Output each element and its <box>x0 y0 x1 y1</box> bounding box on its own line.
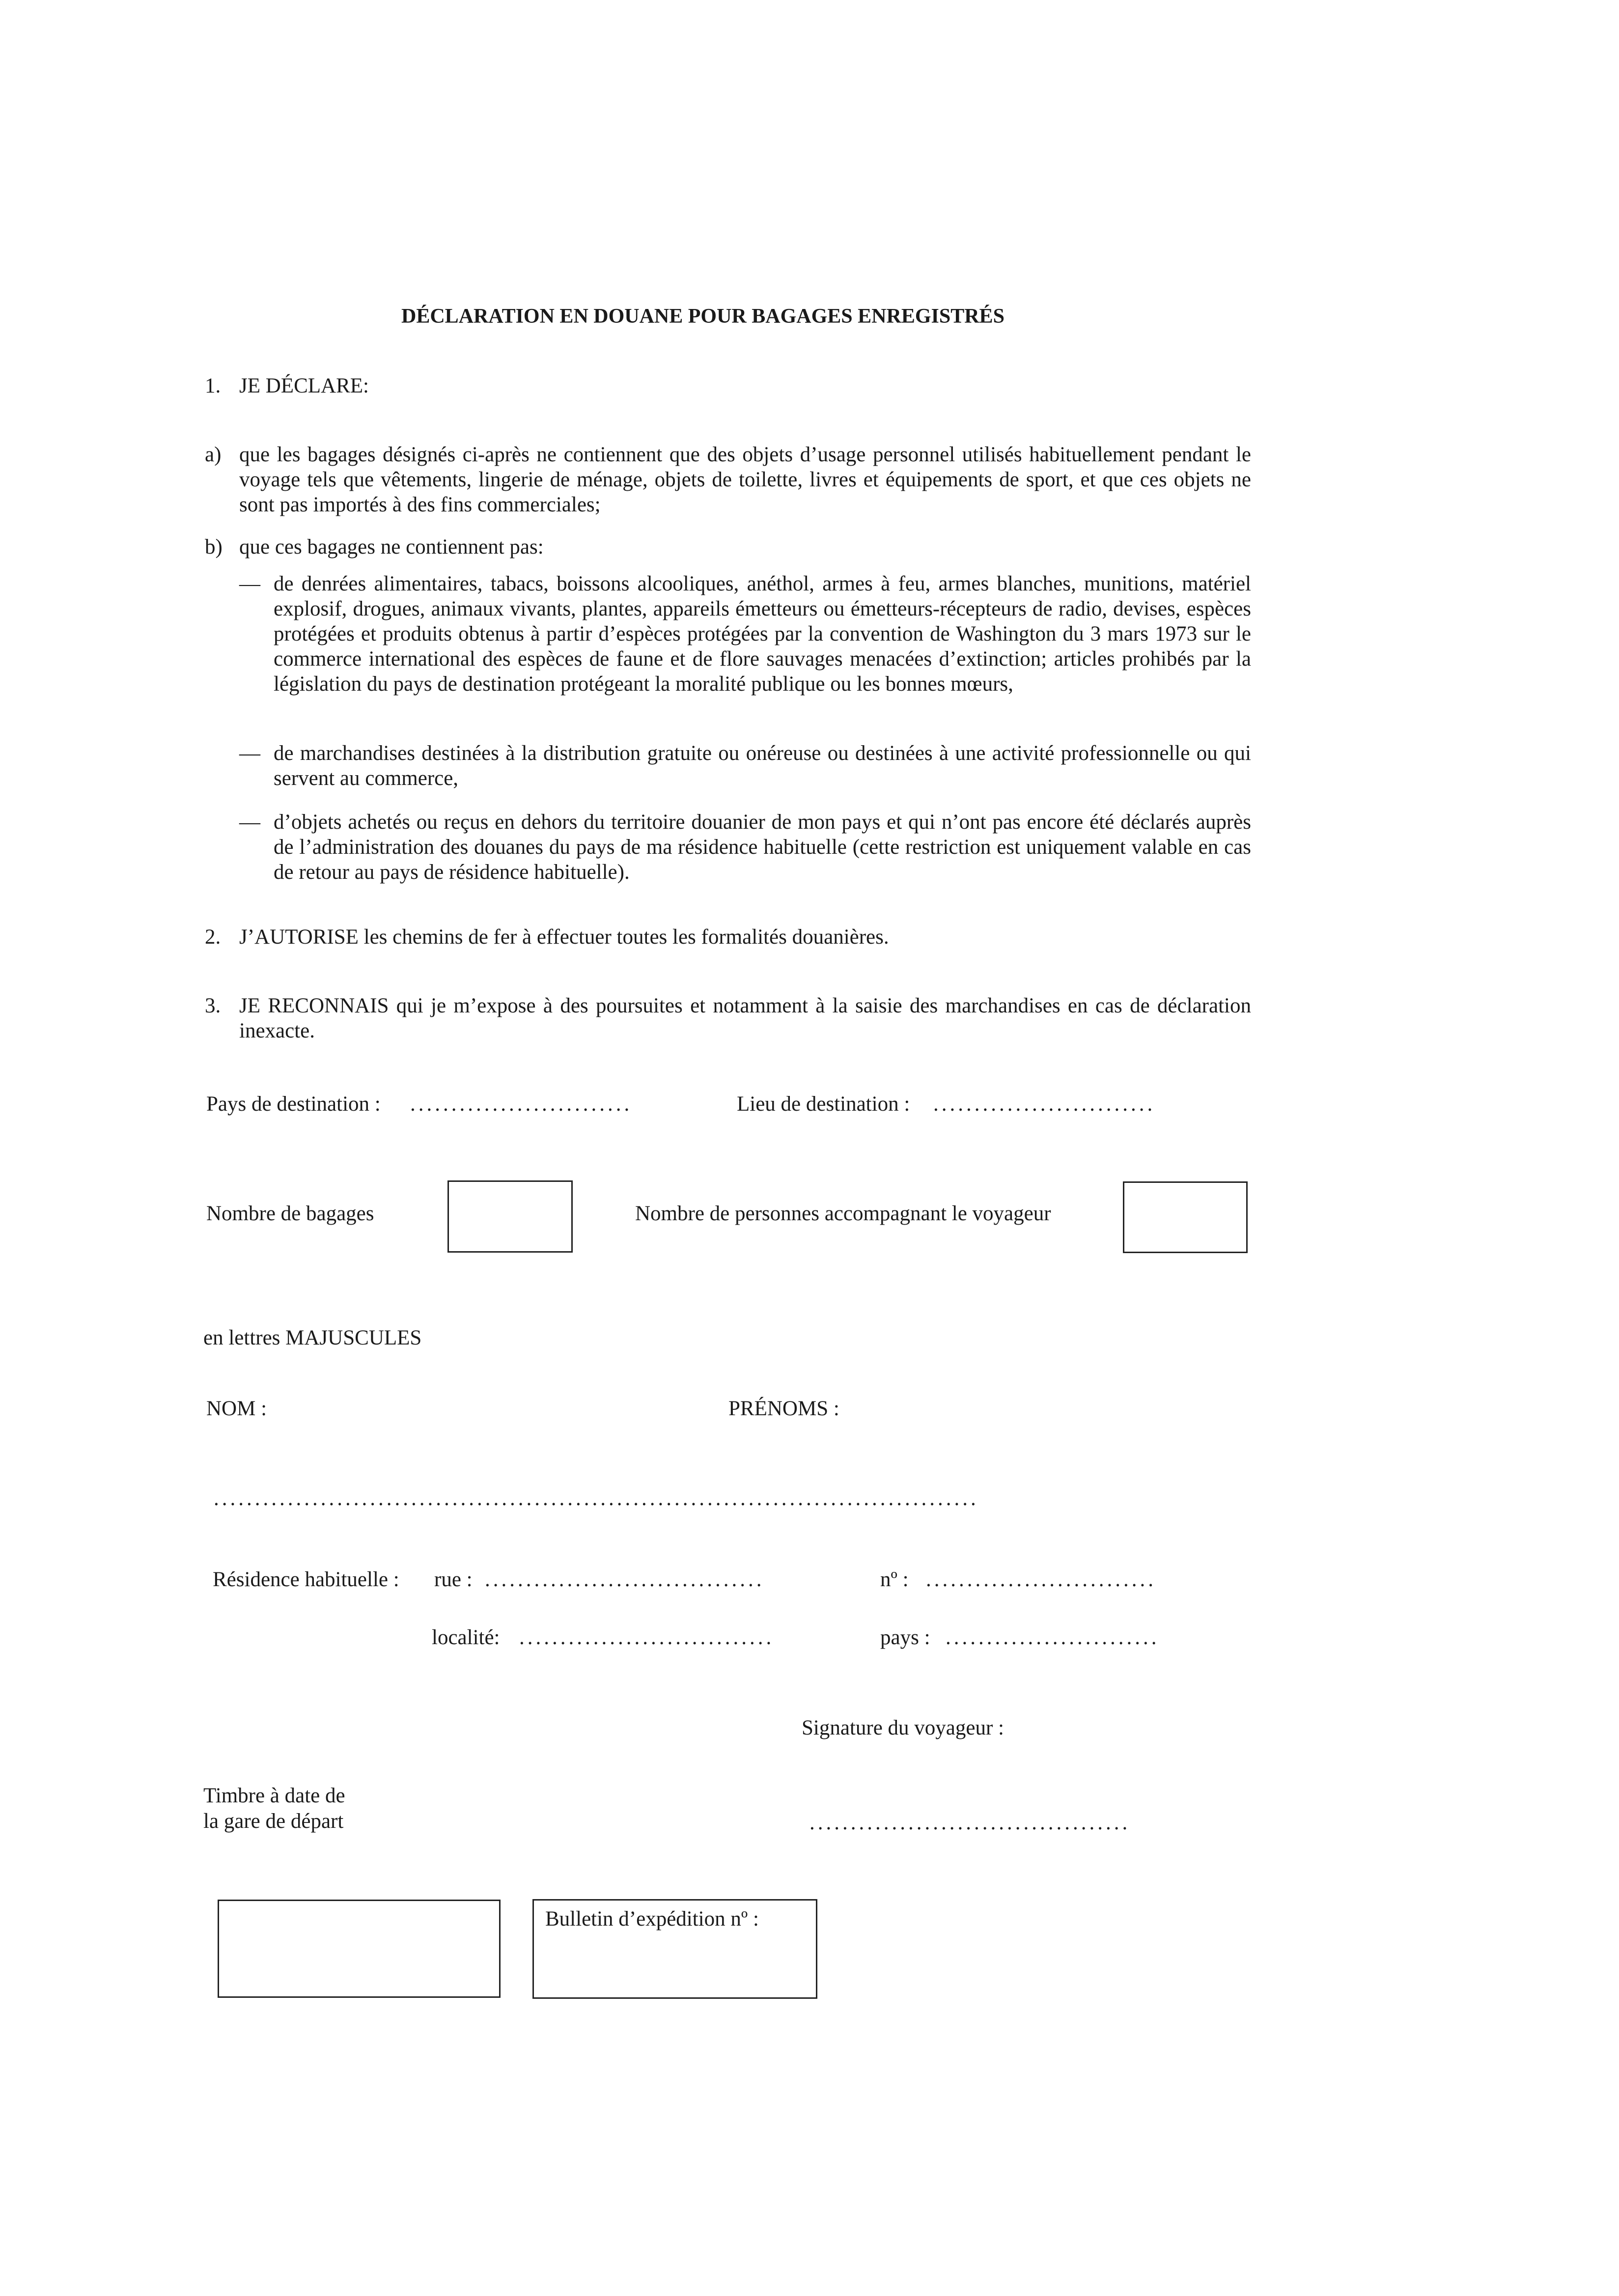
bulletin-expedition-box[interactable] <box>532 1899 817 1999</box>
section3-text: JE RECONNAIS qui je m’expose à des poursuites et notamment à la saisie des marchandises en cas de déclaration inexacte. <box>239 994 1251 1042</box>
section1-number: 1. <box>205 374 221 397</box>
lieu-destination-label: Lieu de destination : <box>737 1092 910 1116</box>
name-field[interactable]: ............................................................................................. <box>214 1487 979 1510</box>
localite-label: localité: <box>432 1626 500 1649</box>
bullet-dash: — <box>239 811 260 834</box>
section2-number: 2. <box>205 925 221 949</box>
pays-field[interactable]: .......................... <box>946 1626 1160 1649</box>
bullet-dash: — <box>239 742 260 765</box>
timbre-label-line1: Timbre à date de <box>203 1784 345 1807</box>
document-title: DÉCLARATION EN DOUANE POUR BAGAGES ENREGISTRÉS <box>401 305 1005 328</box>
item-b-label: b) <box>205 535 223 559</box>
residence-label: Résidence habituelle : <box>213 1568 399 1591</box>
section2-text: J’AUTORISE les chemins de fer à effectuer toutes les formalités douanières. <box>239 925 889 949</box>
nom-label: NOM : <box>206 1397 267 1420</box>
timbre-stamp-box[interactable] <box>218 1900 501 1998</box>
prenoms-label: PRÉNOMS : <box>728 1397 839 1420</box>
rue-field[interactable]: .................................. <box>485 1568 765 1591</box>
nombre-personnes-label: Nombre de personnes accompagnant le voyageur <box>635 1202 1051 1225</box>
pays-label: pays : <box>880 1626 930 1649</box>
signature-label: Signature du voyageur : <box>802 1716 1004 1739</box>
majuscules-note: en lettres MAJUSCULES <box>203 1326 422 1349</box>
rue-label: rue : <box>434 1568 473 1591</box>
numero-field[interactable]: ............................ <box>926 1568 1156 1591</box>
bullet-item: de denrées alimentaires, tabacs, boissons alcooliques, anéthol, armes à feu, armes blanches, munitions, matériel explosif, drogues, animaux vivants, plantes, appareils émetteurs ou émetteurs-récepteurs de radio, devises, espèces protégées et produits obtenus à partir d’espèces protégées par la convention de Washington du 3 mars 1973 sur le commerce international des espèces de faune et de flore sauvages menacées d’extinction; articles prohibés par la législation du pays de destination protégeant la moralité publique ou les bonnes mœurs, <box>274 572 1251 696</box>
pays-destination-field[interactable]: ........................... <box>410 1092 633 1116</box>
nombre-bagages-box[interactable] <box>447 1180 573 1253</box>
item-a-label: a) <box>205 443 222 466</box>
bullet-item: d’objets achetés ou reçus en dehors du territoire douanier de mon pays et qui n’ont pas encore été déclarés auprès de l’administration des douanes du pays de ma résidence habituelle (cette restriction est uniquement valable en cas de retour au pays de résidence habituelle). <box>274 811 1251 884</box>
numero-label: nº : <box>880 1568 909 1591</box>
localite-field[interactable]: ............................... <box>519 1626 775 1649</box>
section1-heading: JE DÉCLARE: <box>239 374 369 397</box>
section3-number: 3. <box>205 994 221 1017</box>
timbre-label-line2: la gare de départ <box>203 1810 344 1833</box>
nombre-bagages-label: Nombre de bagages <box>206 1202 374 1225</box>
lieu-destination-field[interactable]: ........................... <box>933 1092 1156 1116</box>
bullet-item: de marchandises destinées à la distribution gratuite ou onéreuse ou destinées à une activité professionnelle ou qui servent au commerce, <box>274 742 1251 790</box>
bulletin-expedition-label: Bulletin d’expédition nº : <box>545 1907 759 1931</box>
signature-field[interactable]: ....................................... <box>810 1811 1131 1834</box>
item-b-text: que ces bagages ne contiennent pas: <box>239 535 544 559</box>
item-a-text: que les bagages désignés ci-après ne contiennent que des objets d’usage personnel utilisés habituellement pendant le voyage tels que vêtements, lingerie de ménage, objets de toilette, livres et équipements de sport, et que ces objets ne sont pas importés à des fins commerciales; <box>239 443 1251 516</box>
bullet-dash: — <box>239 572 260 595</box>
pays-destination-label: Pays de destination : <box>206 1092 381 1116</box>
nombre-personnes-box[interactable] <box>1123 1181 1248 1253</box>
